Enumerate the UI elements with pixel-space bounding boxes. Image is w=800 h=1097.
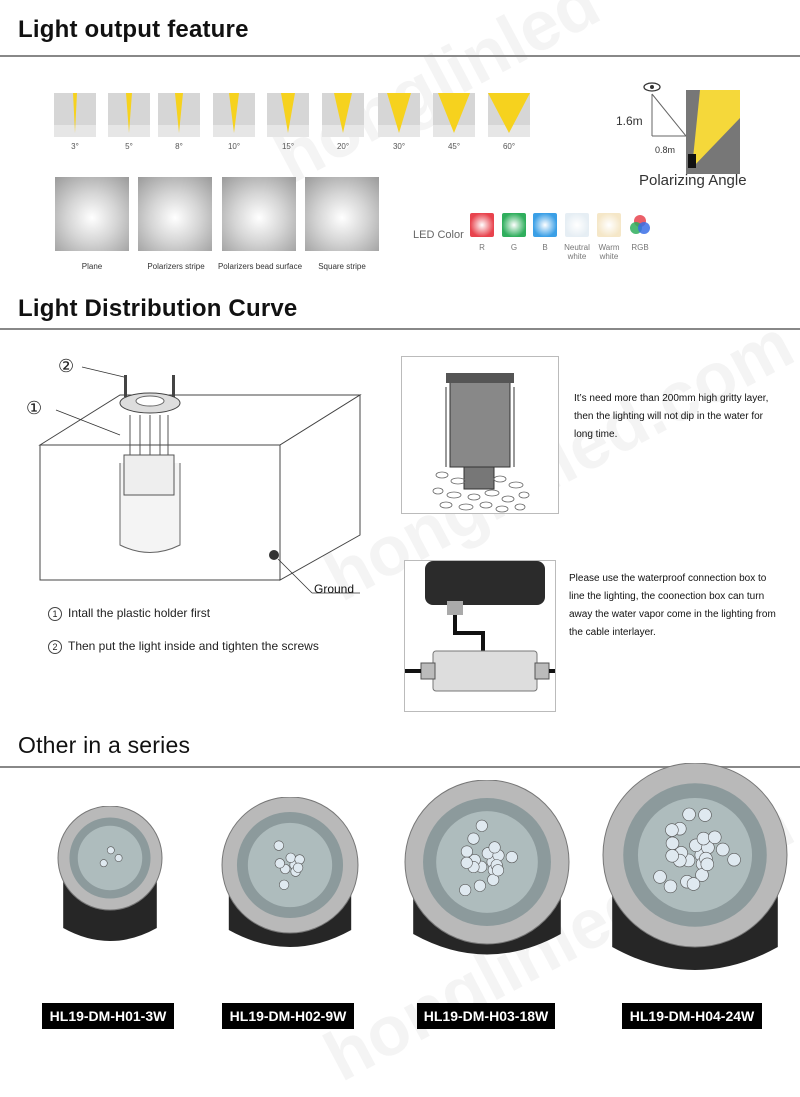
gravel-note: It’s need more than 200mm high gritty layer, then the lighting will not dip in the water for long time. — [574, 393, 769, 440]
callout-1: ① — [26, 398, 43, 418]
lens-image-square-stripe — [305, 177, 379, 251]
connection-box-illustration — [404, 560, 556, 712]
install-step-2 — [48, 639, 319, 654]
section-divider — [0, 55, 800, 57]
connection-box-note: Please use the waterproof connection box to line the lighting, the coonection box can turn away the water vapor come in the lighting from the cable interlayer. — [569, 573, 776, 638]
section-divider — [0, 328, 800, 330]
led-color-swatch — [470, 213, 494, 237]
led-color-label: LED Color — [413, 229, 464, 241]
beam-angle-label: 20° — [336, 142, 350, 151]
product-image — [212, 797, 368, 1008]
polarizing-height-label: 1.6m — [616, 114, 643, 128]
product-image — [48, 806, 172, 990]
section-title-series: Other in a series — [18, 732, 191, 758]
model-label: HL19-DM-H03-18W — [417, 1003, 555, 1029]
ground-label: Ground — [314, 582, 355, 596]
beam-angle-tile — [322, 93, 364, 137]
led-color-swatch — [565, 213, 589, 237]
beam-angle-label: 3° — [71, 142, 79, 151]
lens-label: Polarizers bead surface — [217, 262, 303, 271]
led-color-label: Warm white — [598, 243, 620, 261]
beam-angle-tile — [267, 93, 309, 137]
model-label: HL19-DM-H01-3W — [42, 1003, 174, 1029]
beam-angle-label: 10° — [227, 142, 241, 151]
led-color-label: R — [479, 243, 485, 252]
beam-angle-label: 45° — [447, 142, 461, 151]
lens-image-polarizers-stripe — [138, 177, 212, 251]
beam-angle-label: 15° — [281, 142, 295, 151]
led-color-label: G — [510, 243, 518, 252]
beam-angle-tile — [54, 93, 96, 137]
beam-angle-label: 8° — [175, 142, 183, 151]
model-label: HL19-DM-H04-24W — [622, 1003, 762, 1029]
lens-label: Square stripe — [318, 262, 366, 271]
beam-angle-tile — [378, 93, 420, 137]
step-text: Then put the light inside and tighten the screws — [68, 639, 319, 653]
gravel-illustration — [401, 356, 559, 514]
install-step-1 — [48, 606, 210, 621]
beam-angle-tile — [213, 93, 255, 137]
beam-angle-tile — [433, 93, 475, 137]
led-color-swatch — [533, 213, 557, 237]
beam-angle-tile — [158, 93, 200, 137]
installation-illustration — [20, 355, 370, 595]
beam-angle-tile — [488, 93, 530, 137]
model-label: HL19-DM-H02-9W — [222, 1003, 354, 1029]
step-number: 1 — [48, 607, 62, 621]
beam-angle-label: 60° — [502, 142, 516, 151]
lens-label: Plane — [81, 262, 103, 271]
callout-2: ② — [58, 356, 75, 376]
led-color-swatch — [502, 213, 526, 237]
beam-angle-label: 30° — [392, 142, 406, 151]
led-color-swatch — [597, 213, 621, 237]
lens-image-polarizers-bead — [222, 177, 296, 251]
led-color-label: B — [542, 243, 548, 252]
led-color-swatch — [628, 213, 652, 237]
beam-angle-tile — [108, 93, 150, 137]
section-title-distribution: Light Distribution Curve — [18, 295, 298, 322]
led-color-label: Neutral white — [564, 243, 590, 261]
lens-image-plane — [55, 177, 129, 251]
lens-label: Polarizers stripe — [147, 262, 205, 271]
section-title-light-output: Light output feature — [18, 16, 249, 43]
polarizing-caption: Polarizing Angle — [639, 172, 747, 189]
beam-angle-label: 5° — [125, 142, 133, 151]
step-text: Intall the plastic holder first — [68, 606, 211, 620]
polarizing-offset-label: 0.8m — [655, 145, 676, 155]
led-color-label: RGB — [631, 243, 649, 252]
step-number: 2 — [48, 640, 62, 654]
polarizing-angle-diagram — [610, 78, 750, 178]
product-image — [395, 780, 579, 1026]
